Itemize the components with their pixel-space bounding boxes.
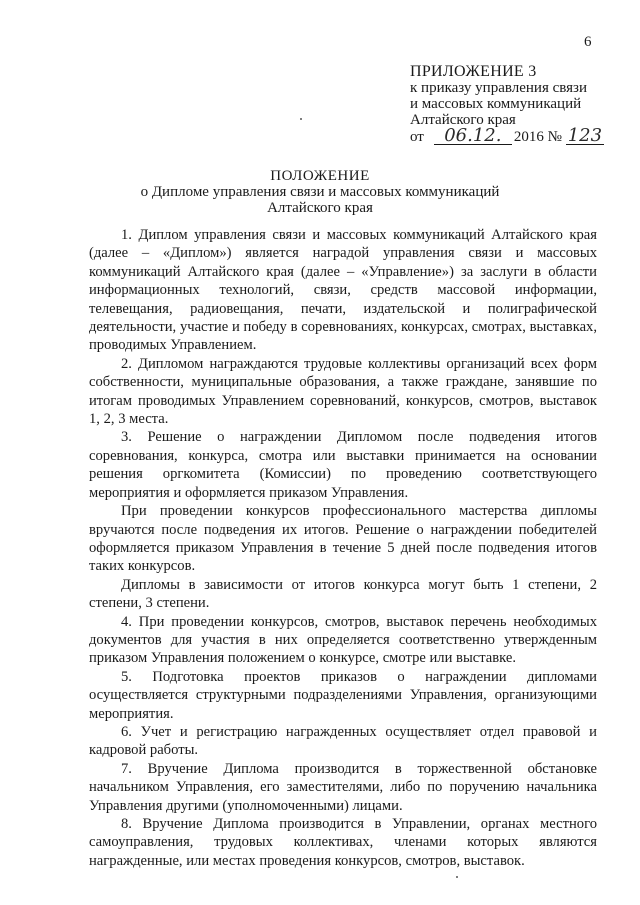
paragraph: 8. Вручение Диплома производится в Управлении, органах местного самоуправления, трудовых коллективах, членами которых являются награжденные, или местах проведения конкурсов, смотров, выставок. bbox=[89, 816, 597, 869]
paragraph: 6. Учет и регистрацию награжденных осуществляет отдел правовой и кадровой работы. bbox=[89, 723, 597, 759]
document-body bbox=[89, 226, 597, 870]
appendix-line: и массовых коммуникаций bbox=[410, 96, 582, 112]
paragraph: 4. При проведении конкурсов, смотров, выставок перечень необходимых документов для участия в них определяется соответственно утвержденным приказом Управления положением о конкурсе, смотре или выставке. bbox=[89, 613, 597, 667]
document-title bbox=[0, 168, 640, 216]
paragraph: Дипломы в зависимости от итогов конкурса могут быть 1 степени, 2 степени, 3 степени. bbox=[89, 576, 597, 612]
paragraph: 3. Решение о награждении Дипломом после подведения итогов соревнования, конкурса, смотра или выставки принимается на основании решения оргкомитета (Комиссии) по проведению соответствующего мероприятия и оформляется приказом Управления. bbox=[89, 429, 597, 501]
title-subtitle: Алтайского края bbox=[267, 200, 373, 216]
paragraph: 7. Вручение Диплома производится в торжественной обстановке начальником Управления, его заместителями, либо по поручению начальника Управления другими (уполномоченными) лицами. bbox=[89, 760, 597, 814]
paragraph: При проведении конкурсов профессионального мастерства дипломы вручаются после подведения их итогов. Решение о награждении победителей оформляется приказом Управления в течение 5 дней после подведения итогов таких конкурсов. bbox=[89, 503, 597, 575]
title-subtitle: о Дипломе управления связи и массовых коммуникаций bbox=[140, 184, 500, 200]
scan-speck bbox=[300, 118, 302, 120]
paragraph: 1. Диплом управления связи и массовых коммуникаций Алтайского края (далее – «Диплом») является наградой управления связи и массовых коммуникаций Алтайского края (далее – «Управление») за заслуги в области информационных технологий, связи, средств массовой информации, телевещания, радиовещания, печати, издательской и полиграфической деятельности, участие и победу в соревнованиях, конкурсах, смотрах, выставках, проводимых Управлением. bbox=[89, 227, 597, 354]
date-prefix: от bbox=[410, 129, 424, 145]
handwritten-date: 06.12. bbox=[434, 128, 512, 145]
appendix-date-line bbox=[410, 125, 630, 146]
page-number: 6 bbox=[584, 34, 592, 50]
handwritten-order-number: 123 bbox=[567, 125, 603, 146]
appendix-line: к приказу управления связи bbox=[410, 80, 587, 96]
paragraph: 5. Подготовка проектов приказов о награждении дипломами осуществляется структурными подразделениями Управления, организующими мероприятия. bbox=[89, 668, 597, 722]
year-and-number-label: 2016 № bbox=[513, 129, 562, 145]
title-heading: ПОЛОЖЕНИЕ bbox=[270, 168, 370, 184]
scan-speck bbox=[456, 876, 458, 878]
appendix-block bbox=[410, 64, 630, 145]
paragraph: 2. Дипломом награждаются трудовые коллективы организаций всех форм собственности, муниципальные образования, а также граждане, занявшие по итогам проводимых Управлением соревнований, конкурсов, смотров, выставок 1, 2, 3 места. bbox=[89, 355, 597, 428]
appendix-title: ПРИЛОЖЕНИЕ 3 bbox=[410, 63, 537, 80]
appendix-line: Алтайского края bbox=[410, 112, 516, 128]
